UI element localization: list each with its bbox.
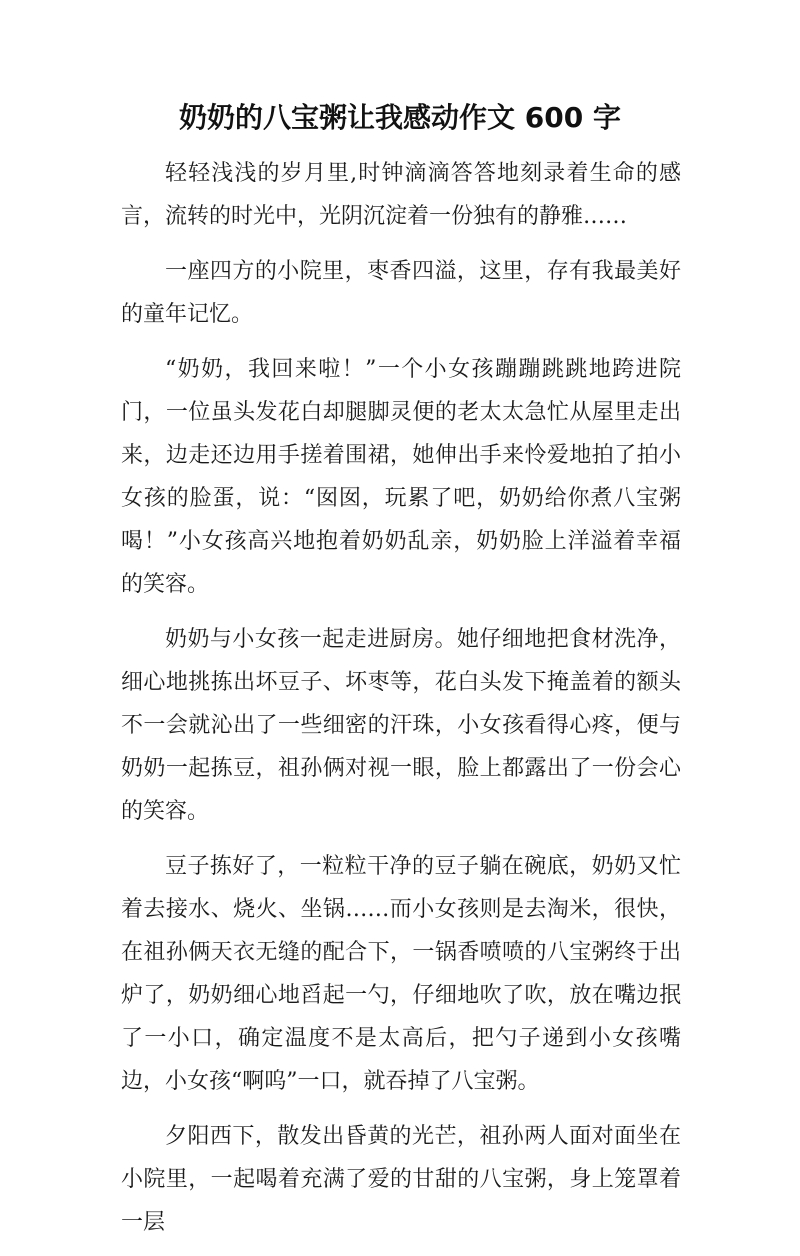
paragraph-4: 奶奶与小女孩一起走进厨房。她仔细地把食材洗净，细心地挑拣出坏豆子、坏枣等，花白头发下掩盖着的额头不一会就沁出了一些细密的汗珠，小女孩看得心疼，便与奶奶一起拣豆，祖孙俩对视一眼，脸上都露出了一份会心的笑容。 — [121, 627, 681, 824]
document-body — [121, 152, 681, 1256]
paragraph-3: “奶奶，我回来啦！”一个小女孩蹦蹦跳跳地跨进院门，一位虽头发花白却腿脚灵便的老太太急忙从屋里走出来，边走还边用手搓着围裙，她伸出手来怜爱地拍了拍小女孩的脸蛋，说：“囡囡，玩累了吧，奶奶给你煮八宝粥喝！”小女孩高兴地抱着奶奶乱亲，奶奶脸上洋溢着幸福的笑容。 — [121, 357, 681, 597]
paragraph-2: 一座四方的小院里，枣香四溢，这里，存有我最美好的童年记忆。 — [121, 259, 681, 327]
paragraph-6: 夕阳西下，散发出昏黄的光芒，祖孙两人面对面坐在小院里，一起喝着充满了爱的甘甜的八宝粥，身上笼罩着一层 — [121, 1124, 681, 1235]
paragraph-5: 豆子拣好了，一粒粒干净的豆子躺在碗底，奶奶又忙着去接水、烧火、坐锅……而小女孩则是去淘米，很快，在祖孙俩天衣无缝的配合下，一锅香喷喷的八宝粥终于出炉了，奶奶细心地舀起一勺，仔细地吹了吹，放在嘴边抿了一小口，确定温度不是太高后，把勺子递到小女孩嘴边，小女孩“啊呜”一口，就吞掉了八宝粥。 — [121, 854, 681, 1094]
paragraph-1: 轻轻浅浅的岁月里,时钟滴滴答答地刻录着生命的感言，流转的时光中，光阴沉淀着一份独有的静雅…… — [121, 161, 681, 229]
document-title: 奶奶的八宝粥让我感动作文 600 字 — [179, 101, 621, 134]
